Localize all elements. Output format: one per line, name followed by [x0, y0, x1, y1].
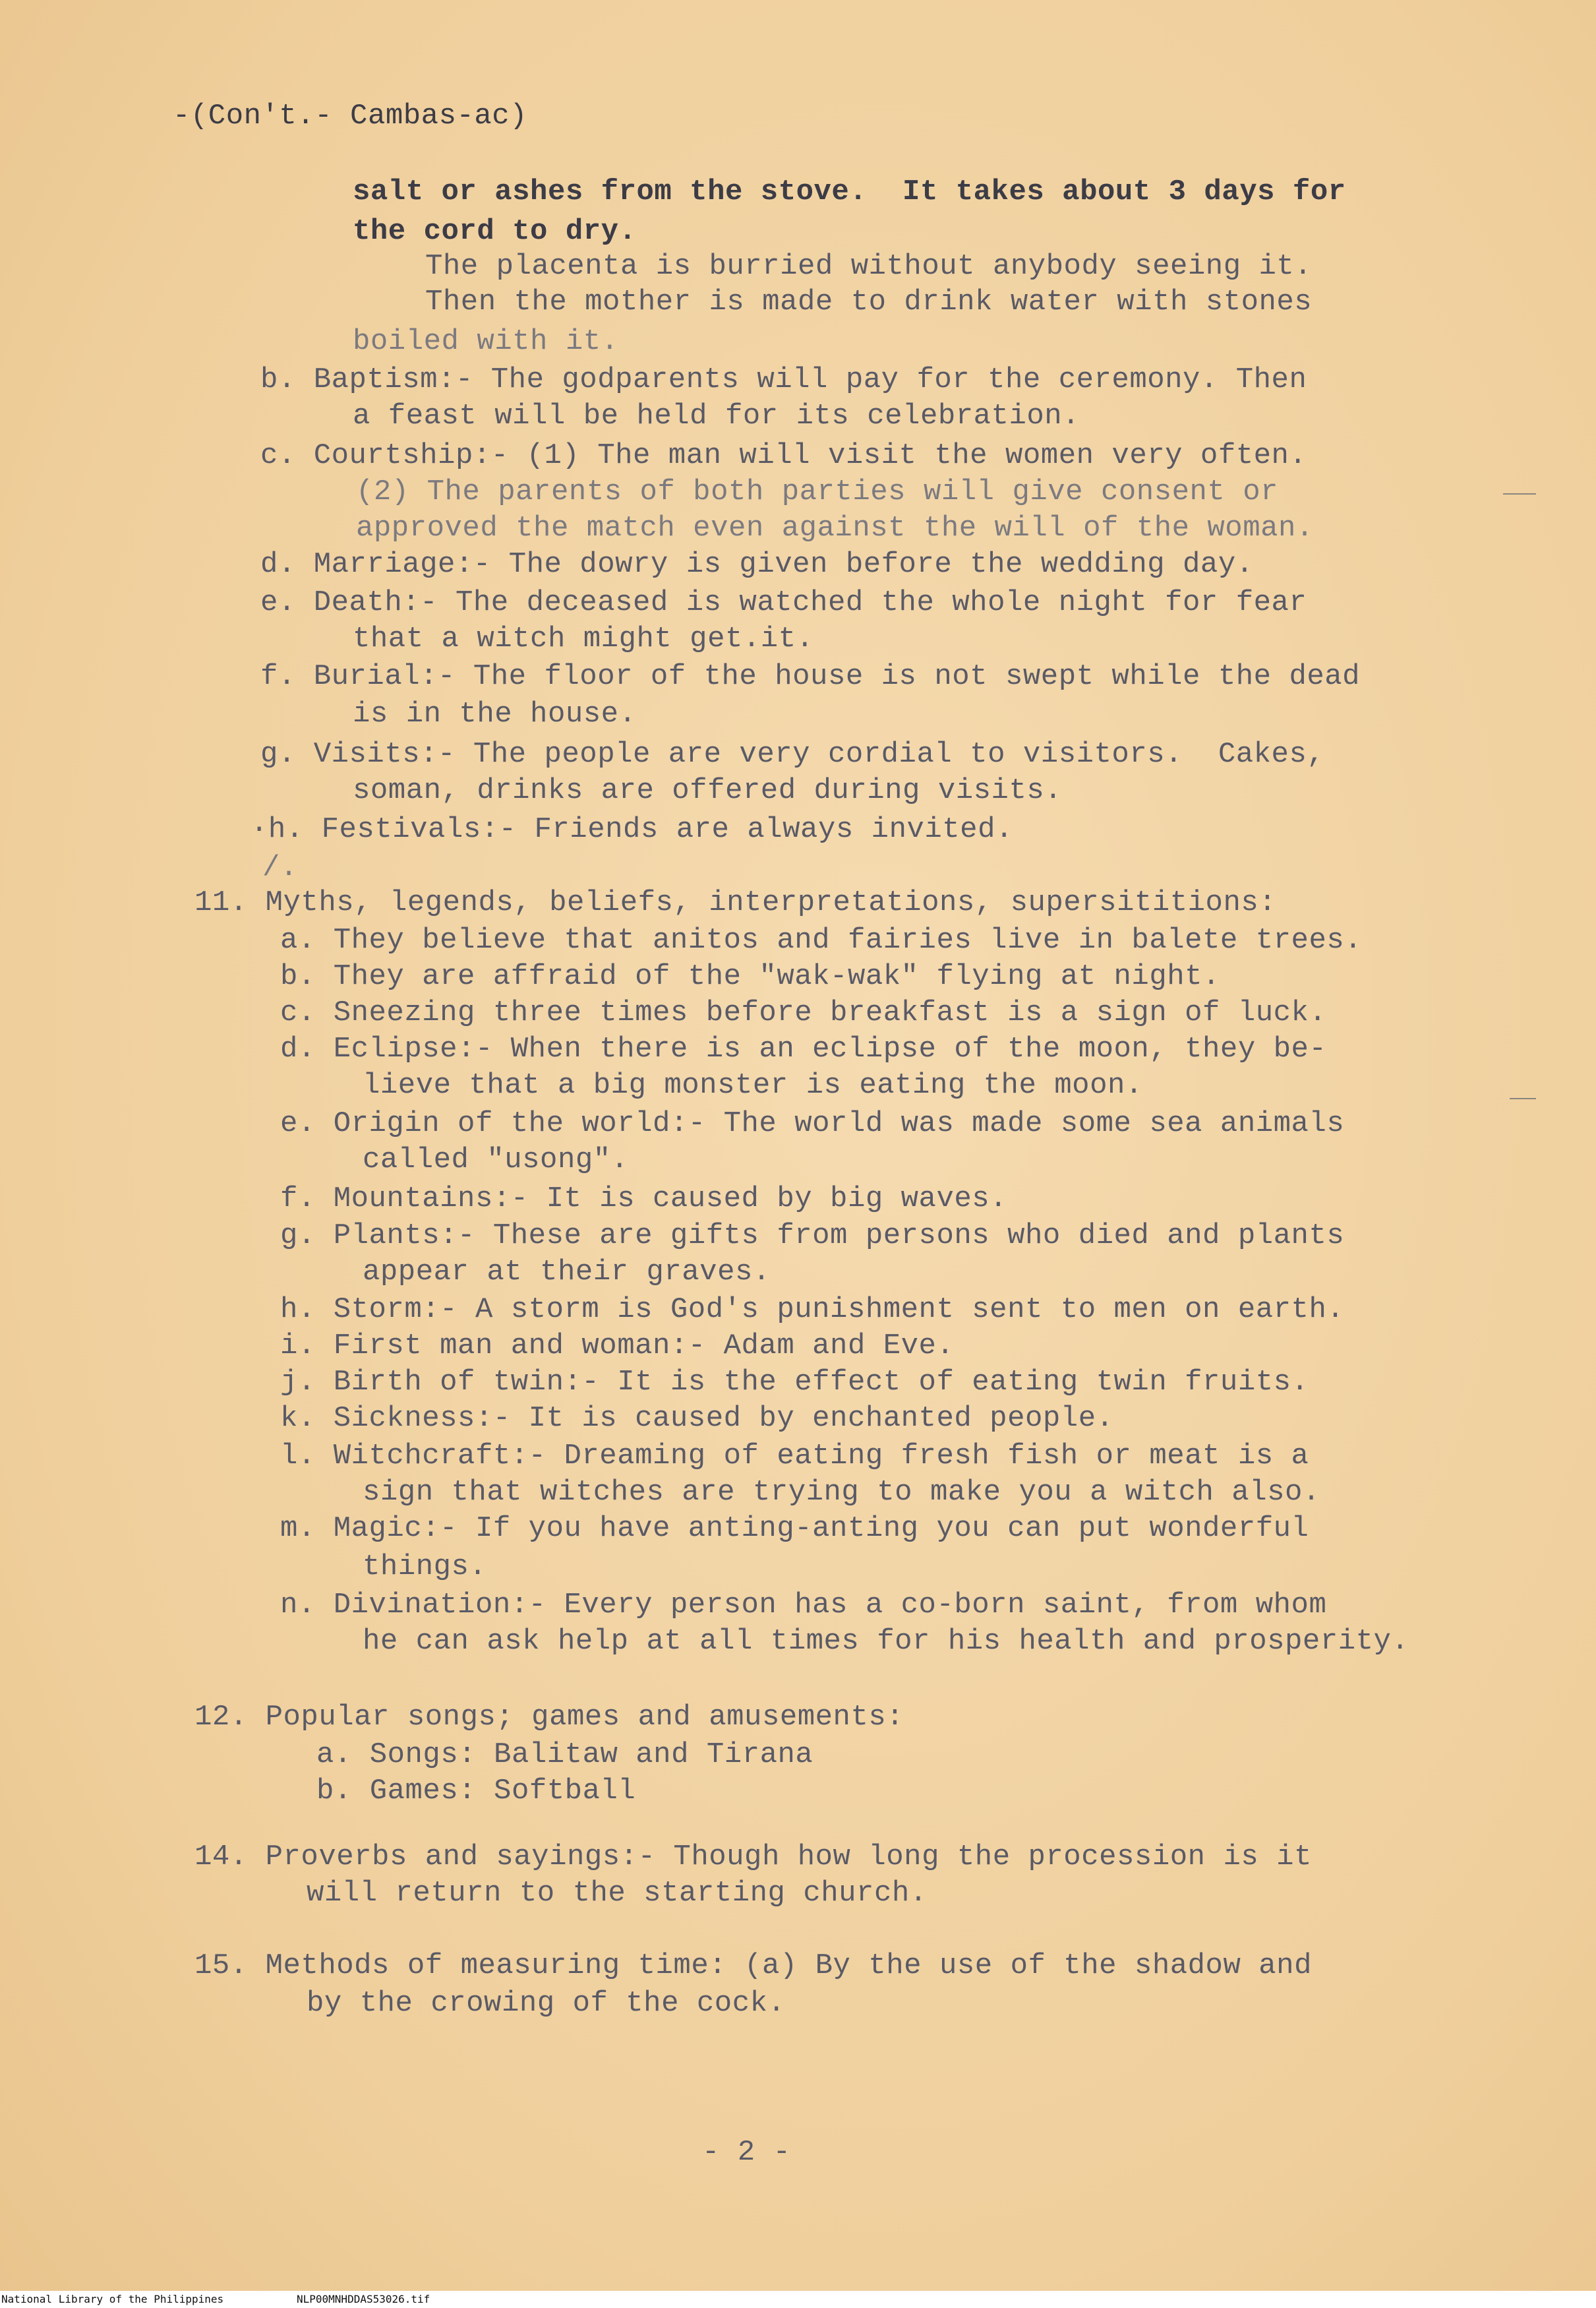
belief-item: e. Origin of the world:- The world was made some sea animals [280, 1107, 1345, 1140]
custom-item-festivals: ·h. Festivals:- Friends are always invited. [251, 813, 1013, 846]
stray-mark: /. [262, 851, 298, 884]
belief-item: g. Plants:- These are gifts from persons who died and plants [280, 1219, 1345, 1252]
continuation-header: -(Con't.- Cambas-ac) [173, 100, 528, 133]
belief-item: m. Magic:- If you have anting-anting you can put wonderful [280, 1512, 1309, 1545]
belief-item-line: appear at their graves. [363, 1256, 771, 1289]
margin-mark [1503, 493, 1536, 495]
belief-item-line: things. [363, 1550, 487, 1583]
belief-item-line: called "usong". [363, 1143, 629, 1176]
belief-item: n. Divination:- Every person has a co-born saint, from whom [280, 1589, 1327, 1622]
scan-footer [0, 2291, 1596, 2308]
belief-item: b. They are affraid of the "wak-wak" flying at night. [280, 960, 1220, 993]
custom-item-line: a feast will be held for its celebration. [353, 400, 1080, 433]
custom-item-line: soman, drinks are offered during visits. [353, 774, 1063, 807]
custom-item-death: e. Death:- The deceased is watched the whole night for fear [260, 586, 1307, 619]
belief-item-line: lieve that a big monster is eating the moon. [363, 1069, 1143, 1102]
belief-item: f. Mountains:- It is caused by big waves. [280, 1182, 1008, 1215]
section-14-heading: 14. Proverbs and sayings:- Though how long the procession is it [194, 1840, 1312, 1873]
section-11-heading: 11. Myths, legends, beliefs, interpretations, supersititions: [194, 886, 1277, 919]
intro-line: salt or ashes from the stove. It takes about 3 days for [353, 175, 1346, 208]
intro-line: boiled with it. [353, 325, 619, 358]
belief-item: a. They believe that anitos and fairies live in balete trees. [280, 924, 1363, 957]
section-15-line: by the crowing of the cock. [307, 1987, 786, 2020]
footer-library-name: National Library of the Philippines [1, 2293, 224, 2305]
belief-item: i. First man and woman:- Adam and Eve. [280, 1329, 955, 1362]
footer-file-name: NLP00MNHDDAS53026.tif [297, 2293, 430, 2305]
page-number: - 2 - [702, 2136, 791, 2169]
custom-item-baptism: b. Baptism:- The godparents will pay for the ceremony. Then [260, 363, 1307, 396]
custom-item-burial: f. Burial:- The floor of the house is not swept while the dead [260, 660, 1361, 693]
belief-item: l. Witchcraft:- Dreaming of eating fresh fish or meat is a [280, 1440, 1309, 1473]
intro-line: The placenta is burried without anybody seeing it. [425, 250, 1313, 283]
belief-item: j. Birth of twin:- It is the effect of eating twin fruits. [280, 1366, 1309, 1399]
amusement-item: a. Songs: Balitaw and Tirana [316, 1738, 813, 1771]
custom-item-courtship: c. Courtship:- (1) The man will visit the women very often. [260, 439, 1307, 472]
belief-item: c. Sneezing three times before breakfast is a sign of luck. [280, 996, 1327, 1029]
section-14-line: will return to the starting church. [307, 1877, 928, 1910]
custom-item-line: that a witch might get.it. [353, 623, 814, 655]
section-12-heading: 12. Popular songs; games and amusements: [194, 1701, 904, 1734]
custom-item-line: approved the match even against the will of the woman. [356, 512, 1314, 545]
custom-item-visits: g. Visits:- The people are very cordial to visitors. Cakes, [260, 738, 1325, 771]
belief-item-line: sign that witches are trying to make you a witch also. [363, 1476, 1320, 1509]
intro-line: the cord to dry. [353, 215, 637, 248]
custom-item-line: (2) The parents of both parties will give consent or [356, 475, 1279, 508]
section-15-heading: 15. Methods of measuring time: (a) By the use of the shadow and [194, 1949, 1312, 1982]
custom-item-line: is in the house. [353, 698, 637, 731]
belief-item: d. Eclipse:- When there is an eclipse of the moon, they be- [280, 1033, 1327, 1066]
amusement-item: b. Games: Softball [316, 1775, 636, 1807]
margin-mark [1510, 1098, 1536, 1099]
belief-item-line: he can ask help at all times for his health and prosperity. [363, 1625, 1409, 1658]
custom-item-marriage: d. Marriage:- The dowry is given before the wedding day. [260, 548, 1254, 581]
belief-item: h. Storm:- A storm is God's punishment sent to men on earth. [280, 1293, 1345, 1326]
belief-item: k. Sickness:- It is caused by enchanted people. [280, 1402, 1114, 1435]
intro-line: Then the mother is made to drink water with stones [425, 286, 1313, 319]
